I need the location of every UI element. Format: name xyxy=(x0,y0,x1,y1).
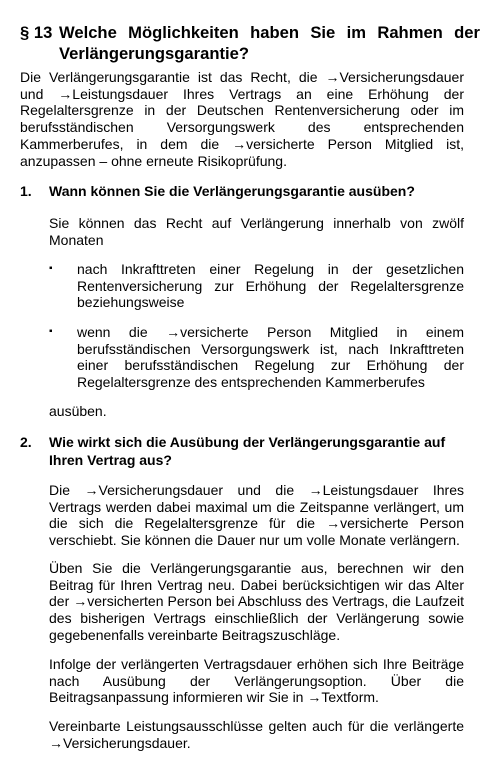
question-1-closing: ausüben. xyxy=(49,403,107,419)
question-1-lead: Sie können das Recht auf Verlängerung innerhalb von zwölf Monaten xyxy=(49,215,464,248)
question-1-heading: Wann können Sie die Verlängerungsgarantie ausüben? xyxy=(49,183,415,199)
bullet-marker: ▪ xyxy=(49,263,53,274)
question-2-paragraph: Vereinbarte Leistungsausschlüsse gelten auch für die verlängerte →Versicherungsdauer. xyxy=(49,718,464,751)
question-2-paragraph: Infolge der verlängerten Vertragsdauer erhöhen sich Ihre Beiträge nach Ausübung der Verlängerungsoption. Über die Beitragsanpassung informieren wir Sie in →Textform. xyxy=(49,656,464,706)
question-2-number: 2. xyxy=(20,434,32,450)
question-1-number: 1. xyxy=(20,183,32,199)
intro-paragraph: Die Verlängerungsgarantie ist das Recht, die →Versicherungsdauer und →Leistungsdauer Ihres Vertrags an eine Erhöhung der Regelaltersgrenze in der Deutschen Rentenversicherung oder im berufsständischen Versorgungswerk des entsprechenden Kammerberufes, in dem die →versicherte Person Mitglied ist, anzupassen – ohne erneute Risikoprüfung. xyxy=(20,69,464,169)
list-item: nach Inkrafttreten einer Regelung in der gesetzlichen Rentenversicherung zur Erhöhung der Regelaltersgrenze beziehungsweise xyxy=(77,261,464,311)
section-number: § 13 xyxy=(20,23,53,42)
section-title xyxy=(20,22,480,64)
question-2-heading: Wie wirkt sich die Ausübung der Verlängerungsgarantie auf Ihren Vertrag aus? xyxy=(49,434,446,468)
section-title-text: Welche Möglichkeiten haben Sie im Rahmen der Verlängerungsgarantie? xyxy=(59,23,480,63)
question-2-paragraph: Die →Versicherungsdauer und die →Leistungsdauer Ihres Vertrags werden dabei maximal um die Zeitspanne verlängert, um die sich die Regelaltersgrenze für die →versicherte Person verschiebt. Sie können die Dauer nur um volle Monate verlängern. xyxy=(49,482,464,549)
question-2-paragraph: Üben Sie die Verlängerungsgarantie aus, berechnen wir den Beitrag für Ihren Vertrag neu. Dabei berücksichtigen wir das Alter der →versicherten Person bei Abschluss des Vertrags, die Laufzeit des bisherigen Vertrags einschließlich der Verlängerung sowie gegebenenfalls vereinbarte Beitragszuschläge. xyxy=(49,560,464,643)
list-item: wenn die →versicherte Person Mitglied in einem berufsständischen Versorgungswerk ist, nach Inkrafttreten einer berufsständischen Regelung zur Erhöhung der Regelaltersgrenze des entsprechenden Kammerberufes xyxy=(77,324,464,391)
bullet-marker: ▪ xyxy=(49,326,53,337)
